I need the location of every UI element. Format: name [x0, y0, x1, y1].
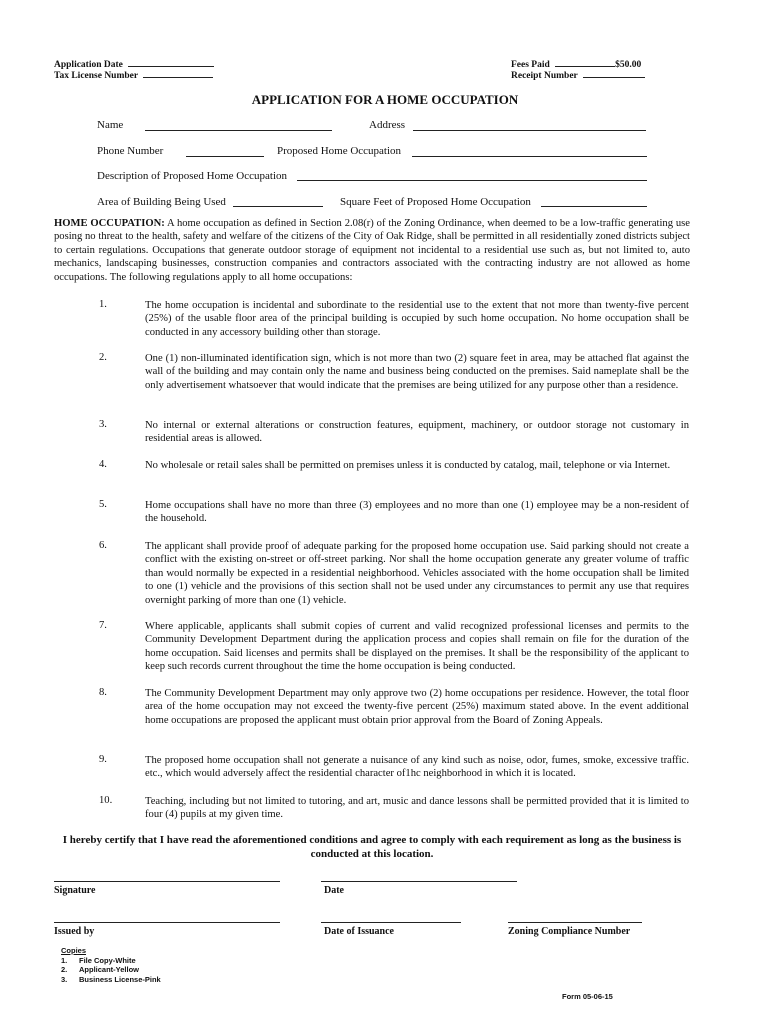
application-date-row [54, 60, 214, 70]
name-field[interactable] [145, 130, 332, 131]
copies-heading: Copies [61, 946, 87, 955]
zoning-compliance-label: Zoning Compliance Number [508, 926, 631, 937]
form-number: Form 05-06-15 [562, 992, 613, 1001]
rule-text: The Community Development Department may only approve two (2) home occupations per residence. However, the total floor area of the home occupation may not exceed the twenty-five percent (25%) maximum stated above. In the event additional home occupations are proposed the applicant must obtain prior approval from the Board of Zoning Appeals. [145, 688, 689, 726]
date-field[interactable] [321, 881, 517, 882]
area-of-building-field[interactable] [233, 206, 323, 207]
rule-number: 3. [99, 419, 107, 430]
date-of-issuance-label: Date of Issuance [324, 926, 394, 937]
rule-text: No internal or external alterations or construction features, equipment, machinery, or outdoor storage not customary in residential areas is allowed. [145, 420, 689, 445]
page-title: APPLICATION FOR A HOME OCCUPATION [251, 92, 519, 107]
application-date-label: Application Date [54, 60, 123, 70]
issued-by-label: Issued by [54, 926, 95, 937]
date-label: Date [324, 885, 344, 896]
certification-statement: I hereby certify that I have read the aforementioned conditions and agree to comply with each requirement as long as the business is conducted at this location. [62, 834, 682, 860]
rule-text: One (1) non-illuminated identification sign, which is not more than two (2) square feet in area, may be attached flat against the wall of the building and may contain only the name and business being conducted on the premises. Said nameplate shall be the only advertisement whatsoever that would indicate that the premises are being utilized for any purpose other than a residence. [145, 353, 689, 391]
phone-label: Phone Number [97, 145, 164, 157]
proposed-occupation-label: Proposed Home Occupation [277, 145, 402, 157]
rule-text: The applicant shall provide proof of adequate parking for the proposed home occupation use. Said parking should not create a conflict with the existing on-street or off-street parking. Nor shall the home occupation generate any greater volume of traffic than would normally be expected in a residential neighborhood. Vehicles associated with the home occupation shall be limited to one (1) vehicle and the provisions of this section shall not be used under any circumstances to permit any use that requires overnight parking of more than one (1) vehicle. [145, 541, 689, 606]
proposed-occupation-field[interactable] [412, 156, 647, 157]
signature-label: Signature [54, 885, 96, 896]
receipt-number-field[interactable] [583, 77, 645, 78]
rule-number: 10. [99, 795, 113, 806]
rule-text: The home occupation is incidental and subordinate to the residential use to the extent that not more than twenty-five percent (25%) of the usable floor area of the principal building is occupied by such home occupation. No home occupation shall be conducted in any accessory building other than storage. [145, 300, 689, 338]
area-of-building-label: Area of Building Being Used [97, 196, 226, 208]
rule-number: 4. [99, 459, 107, 470]
issued-by-field[interactable] [54, 922, 280, 923]
signature-field[interactable] [54, 881, 280, 882]
phone-field[interactable] [186, 156, 264, 157]
zoning-compliance-field[interactable] [508, 922, 642, 923]
description-field[interactable] [297, 180, 647, 181]
rule-text: Where applicable, applicants shall submit copies of current and valid recognized professional licenses and permits to the Community Development Department during the application process and copies shall remain on file for the duration of the home occupation. Said licenses and permits shall be displayed on the premises. It shall be the responsibility of the applicant to keep such records current throughout the time the home occupation is being conducted. [145, 621, 689, 673]
fees-paid-field[interactable] [555, 66, 615, 67]
application-date-field[interactable] [128, 66, 214, 67]
rule-text: No wholesale or retail sales shall be permitted on premises unless it is conducted by catalog, mail, telephone or via Internet. [145, 460, 671, 471]
square-feet-field[interactable] [541, 206, 647, 207]
address-field[interactable] [413, 130, 646, 131]
rule-text: The proposed home occupation shall not generate a nuisance of any kind such as noise, odor, fumes, smoke, excessive traffic. etc., which would adversely affect the residential character of1hc neighborhood in which it is located. [145, 755, 689, 780]
list-item: 1. File Copy-White [61, 955, 136, 965]
rule-number: 6. [99, 540, 107, 551]
fees-paid-row [511, 60, 641, 70]
list-item: 3. Business License-Pink [61, 974, 161, 984]
list-item: 2. Applicant-Yellow [61, 965, 140, 974]
address-label: Address [369, 119, 406, 131]
rule-number: 2. [99, 352, 107, 363]
home-occupation-intro [54, 217, 690, 284]
rule-text: Teaching, including but not limited to tutoring, and art, music and dance lessons shall be permitted provided that it is limited to four (4) pupils at my given time. [145, 796, 689, 821]
rule-number: 1. [99, 299, 107, 310]
rule-number: 7. [99, 620, 107, 631]
description-label: Description of Proposed Home Occupation [97, 170, 288, 182]
receipt-number-label: Receipt Number [511, 71, 578, 81]
tax-license-label: Tax License Number [54, 71, 138, 81]
square-feet-label: Square Feet of Proposed Home Occupation [340, 196, 531, 208]
receipt-number-row [511, 71, 645, 81]
fees-paid-label: Fees Paid [511, 60, 550, 70]
tax-license-field[interactable] [143, 77, 213, 78]
tax-license-row [54, 71, 213, 81]
rule-text: Home occupations shall have no more than three (3) employees and no more than one (1) employee may be a non-resident of the household. [145, 500, 689, 525]
rule-number: 5. [99, 499, 107, 510]
intro-text: A home occupation as defined in Section 2.08(r) of the Zoning Ordinance, when deemed to be a low-traffic generating use posing no threat to the health, safety and welfare of the citizens of the City of Oak Ridge, shall be permitted in all residentially zoned districts subject to certain regulations. Occupations that generate outdoor storage of equipment not incidental to a residential use such as, but not limited to, auto mechanics, landscaping businesses, construction companies and contractors associated with the contracting industry are not allowed as home occupations. The following regulations apply to all home occupations: [54, 218, 690, 283]
copies-list [61, 946, 161, 984]
rule-number: 8. [99, 687, 107, 698]
fees-paid-value: $50.00 [615, 60, 642, 70]
intro-heading: HOME OCCUPATION: [54, 218, 165, 229]
date-of-issuance-field[interactable] [321, 922, 461, 923]
rule-number: 9. [99, 754, 107, 765]
name-label: Name [97, 119, 124, 131]
